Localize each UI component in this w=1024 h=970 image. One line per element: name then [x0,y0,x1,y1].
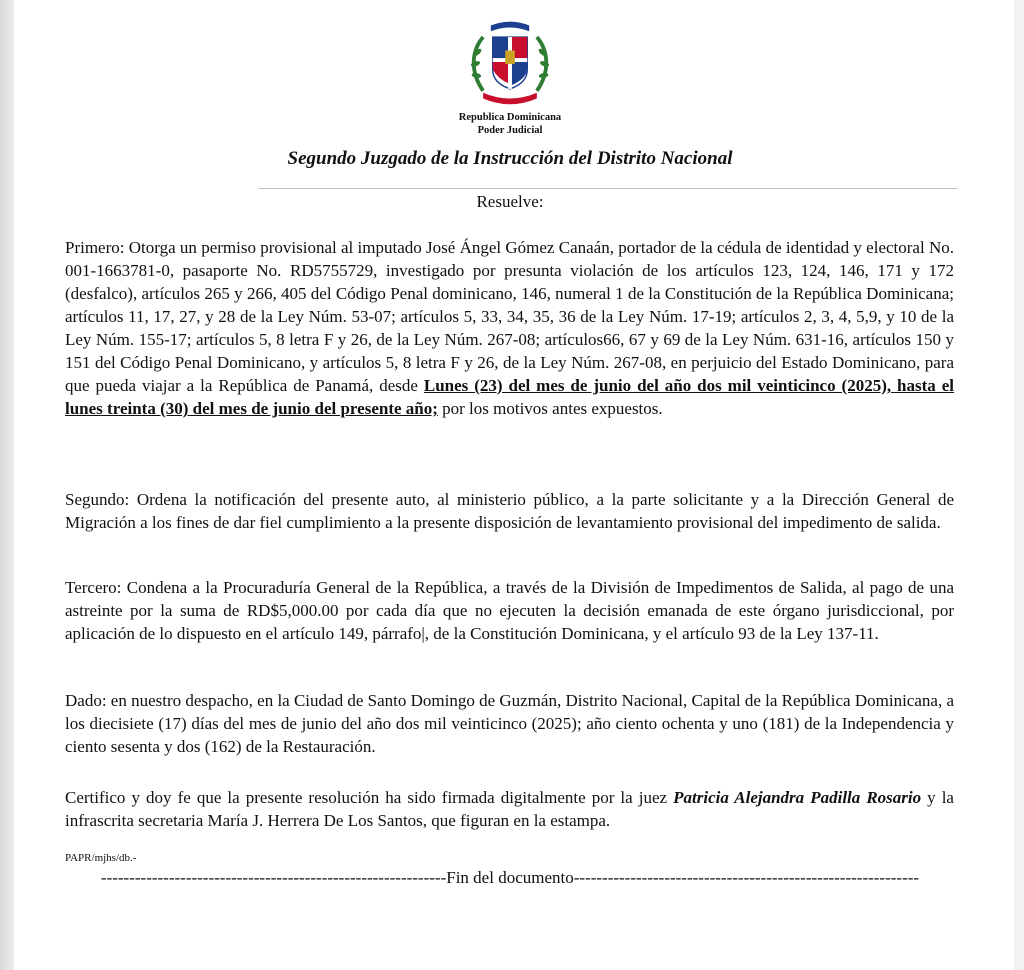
travel-dates: Lunes (23) del mes de junio del año dos mil veinticinco (2025), hasta el lunes treinta (30) del mes de junio del presente año; [65,376,955,418]
dash-line-left: ------------------------------------------------------------- [100,868,447,887]
coat-of-arms-seal [462,14,558,110]
certifico-closing: y la infrascrita secretaria María J. Herrera De Los Santos, que figuran en la estampa. [65,788,954,830]
end-of-document-line [65,868,955,888]
primero-text: Primero: Otorga un permiso provisional al imputado José Ángel Gómez Canaán, portador de la cédula de identidad y electoral No. 001-1663781-0, pasaporte No. RD5755729, investigado por presunta violación de los artículos 123, 124, 146, 171 y 172 (desfalco), artículos 265 y 266, 405 del Código Penal dominicano, 146, numeral 1 de la Constitución de la República Dominicana; artículos 11, 17, 27, y 28 de la Ley Núm. 53-07; artículos 5, 33, 34, 35, 36 de la Ley Núm. 17-19; artículos 2, 3, 4, 5,9, y 10 de la Ley Núm. 155-17; artículos 5, 8 letra F y 26, de la Ley Núm. 267-08; artículos66, 67 y 69 de la Ley Núm. 631-16, artículos 150 y 151 del Código Penal Dominicano, y artículos 5, 8 letra F y 26, de la Ley Núm. 267-08, en perjuicio del Estado Dominicano, para que pueda viajar a la República de Panamá, desde [65,238,954,395]
paragraph-segundo: Segundo: Ordena la notificación del presente auto, al ministerio público, a la parte solicitante y a la Dirección General de Migración a los fines de dar fiel cumplimiento a la presente disposición de levantamiento provisional del impedimento de salida. [65,490,954,532]
paragraph-dado: Dado: en nuestro despacho, en la Ciudad de Santo Domingo de Guzmán, Distrito Nacional, Capital de la República Dominicana, a los diecisiete (17) días del mes de junio del año dos mil veinticinco (2025); año ciento ochenta y uno (181) de la Independencia y ciento sesenta y dos (162) de la Restauración. [65,691,954,756]
header-divider [258,188,958,189]
judge-name: Patricia Alejandra Padilla Rosario [673,788,922,807]
page-edge-shadow [0,0,14,970]
end-of-document-label: Fin del documento [446,868,574,887]
issuing-authority [410,111,610,137]
primero-closing: por los motivos antes expuestos. [437,399,663,418]
certifico-text: Certifico y doy fe que la presente resolución ha sido firmada digitalmente por la juez [65,788,674,807]
dash-line-right: ------------------------------------------------------------- [573,868,920,887]
resolves-heading: Resuelve: [476,192,544,211]
paragraph-tercero: Tercero: Condena a la Procuraduría General de la República, a través de la División de Impedimentos de Salida, al pago de una astreinte por la suma de RD$5,000.00 por cada día que no ejecuten la decisión emanada de este órgano jurisdiccional, por aplicación de lo dispuesto en el artículo 149, párrafo|, de la Constitución Dominicana, y el artículo 93 de la Ley 137-11. [65,578,954,643]
document-initials: PAPR/mjhs/db.- [65,852,137,864]
country-name: Republica Dominicana [458,112,562,123]
paragraph-primero [65,236,954,420]
paragraph-certifico [65,786,954,832]
court-title: Segundo Juzgado de la Instrucción del Distrito Nacional [287,148,733,169]
judiciary-name: Poder Judicial [477,125,543,136]
